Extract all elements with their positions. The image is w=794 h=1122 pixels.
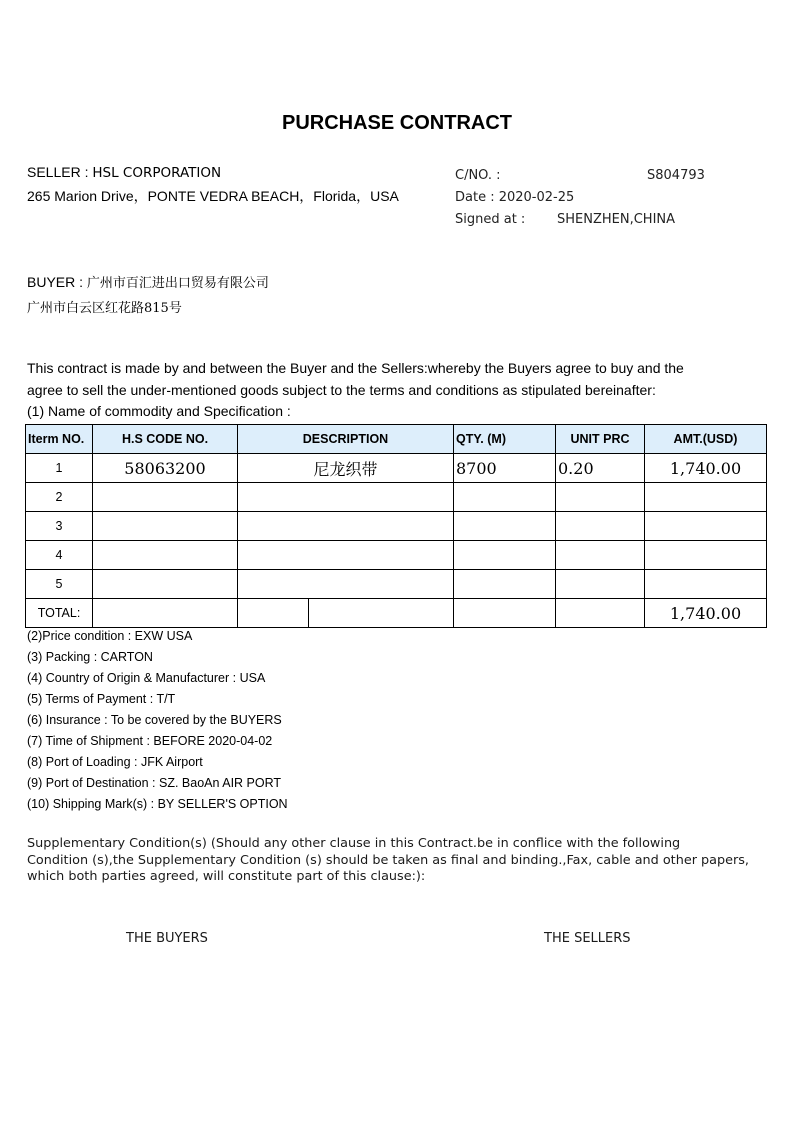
cell-qty bbox=[454, 541, 556, 570]
cell-amount bbox=[645, 541, 767, 570]
term-port-destination: (9) Port of Destination : SZ. BaoAn AIR PORT bbox=[27, 776, 282, 790]
supplementary-line-1: Supplementary Condition(s) (Should any other clause in this Contract.be in conflice with the following bbox=[27, 836, 681, 851]
header-hs-code: H.S CODE NO. bbox=[93, 425, 238, 454]
cell-item-no: 1 bbox=[26, 454, 93, 483]
cell-amount bbox=[645, 512, 767, 541]
total-qty-cell bbox=[454, 599, 556, 628]
sellers-signature-label: THE SELLERS bbox=[544, 931, 631, 946]
terms-list bbox=[27, 626, 288, 815]
term-port-loading: (8) Port of Loading : JFK Airport bbox=[27, 755, 203, 769]
cell-item-no: 5 bbox=[26, 570, 93, 599]
cell-unit-price bbox=[556, 541, 645, 570]
supplementary-line-2: Condition (s),the Supplementary Condition (s) should be taken as final and binding.,Fax, cable and other papers, bbox=[27, 852, 749, 868]
buyer-line bbox=[27, 272, 269, 291]
term-payment: (5) Terms of Payment : T/T bbox=[27, 692, 176, 706]
header-qty: QTY. (M) bbox=[454, 425, 556, 454]
cell-qty bbox=[454, 512, 556, 541]
seller-name: HSL CORPORATION bbox=[92, 165, 222, 181]
date-label: Date : bbox=[455, 190, 499, 205]
cell-hs-code bbox=[93, 483, 238, 512]
cell-hs-code: 58063200 bbox=[93, 454, 238, 483]
buyer-name: 广州市百汇进出口贸易有限公司 bbox=[86, 276, 269, 291]
intro-line-3: (1) Name of commodity and Specification : bbox=[27, 403, 291, 419]
contract-date bbox=[455, 190, 574, 205]
cell-description bbox=[238, 570, 454, 599]
cell-item-no: 4 bbox=[26, 541, 93, 570]
cell-amount: 1,740.00 bbox=[645, 454, 767, 483]
cell-description bbox=[238, 541, 454, 570]
contract-number-value: S804793 bbox=[647, 168, 705, 183]
intro-line-2: agree to sell the under-mentioned goods subject to the terms and conditions as stipulated bereinafter: bbox=[27, 382, 656, 398]
header-description: DESCRIPTION bbox=[238, 425, 454, 454]
term-shipment-time: (7) Time of Shipment : BEFORE 2020-04-02 bbox=[27, 734, 273, 748]
total-description-cell bbox=[238, 599, 454, 628]
cell-amount bbox=[645, 570, 767, 599]
term-origin: (4) Country of Origin & Manufacturer : USA bbox=[27, 671, 266, 685]
cell-item-no: 2 bbox=[26, 483, 93, 512]
table-row bbox=[26, 483, 767, 512]
intro-line-1: This contract is made by and between the Buyer and the Sellers:whereby the Buyers agree to buy and the bbox=[27, 360, 684, 376]
term-insurance: (6) Insurance : To be covered by the BUYERS bbox=[27, 713, 282, 727]
table-row bbox=[26, 512, 767, 541]
date-value: 2020-02-25 bbox=[498, 190, 575, 205]
cell-hs-code bbox=[93, 541, 238, 570]
table-header-row bbox=[26, 425, 767, 454]
cell-description: 尼龙织带 bbox=[238, 454, 454, 483]
cell-unit-price bbox=[556, 512, 645, 541]
term-price-condition: (2)Price condition : EXW USA bbox=[27, 629, 193, 643]
signed-at-value: SHENZHEN,CHINA bbox=[557, 212, 676, 227]
header-item-no: Iterm NO. bbox=[26, 425, 93, 454]
table-row bbox=[26, 454, 767, 483]
term-shipping-mark: (10) Shipping Mark(s) : BY SELLER'S OPTION bbox=[27, 797, 288, 811]
total-row bbox=[26, 599, 767, 628]
buyer-address: 广州市白云区红花路815号 bbox=[27, 301, 182, 316]
buyer-label: BUYER : bbox=[27, 274, 87, 290]
signed-at-label: Signed at : bbox=[455, 212, 526, 227]
cell-description bbox=[238, 483, 454, 512]
seller-line bbox=[27, 164, 221, 181]
total-unit-cell bbox=[556, 599, 645, 628]
cell-unit-price bbox=[556, 570, 645, 599]
cell-qty bbox=[454, 483, 556, 512]
supplementary-line-3: which both parties agreed, will constitute part of this clause:): bbox=[27, 869, 426, 885]
cell-unit-price: 0.20 bbox=[556, 454, 645, 483]
cell-qty: 8700 bbox=[454, 454, 556, 483]
buyers-signature-label: THE BUYERS bbox=[126, 931, 208, 946]
seller-label: SELLER : bbox=[27, 164, 93, 180]
goods-table bbox=[25, 424, 767, 628]
header-unit-price: UNIT PRC bbox=[556, 425, 645, 454]
cell-unit-price bbox=[556, 483, 645, 512]
total-hs-cell bbox=[93, 599, 238, 628]
contract-title: PURCHASE CONTRACT bbox=[282, 112, 512, 134]
table-row bbox=[26, 570, 767, 599]
cell-hs-code bbox=[93, 512, 238, 541]
term-packing: (3) Packing : CARTON bbox=[27, 650, 153, 664]
cell-item-no: 3 bbox=[26, 512, 93, 541]
cell-amount bbox=[645, 483, 767, 512]
supplementary-conditions bbox=[27, 836, 749, 886]
total-label: TOTAL: bbox=[26, 599, 93, 628]
total-mini-box bbox=[238, 599, 309, 627]
cell-description bbox=[238, 512, 454, 541]
seller-address: 265 Marion Drive，PONTE VEDRA BEACH，Florida，USA bbox=[27, 188, 399, 204]
contract-number-label: C/NO. : bbox=[455, 168, 501, 183]
cell-hs-code bbox=[93, 570, 238, 599]
cell-qty bbox=[454, 570, 556, 599]
total-amount: 1,740.00 bbox=[645, 599, 767, 628]
table-row bbox=[26, 541, 767, 570]
header-amount: AMT.(USD) bbox=[645, 425, 767, 454]
